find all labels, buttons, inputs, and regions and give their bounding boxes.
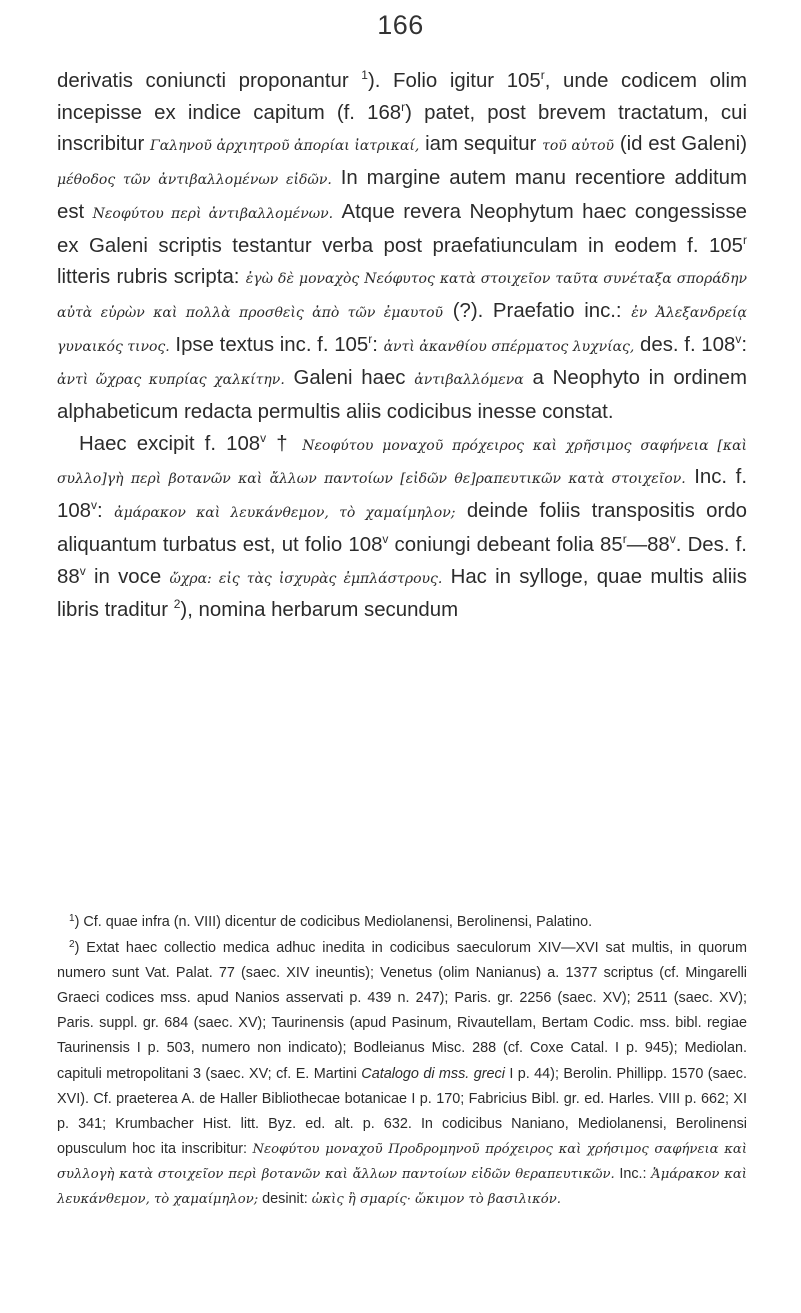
folio-verso: v [79,563,86,578]
footnote-ref-1: 1 [361,68,368,83]
folio-recto: r [368,331,373,346]
folio-recto: r [540,68,545,83]
footnote-mark: 1 [69,913,75,924]
text-run: . Des. f. 88 [57,533,747,588]
text-run: —88 [626,533,670,556]
footnote-text: I p. 44); Berolin. Phillipp. 1570 (saec. XVI). Cf. praeterea A. de Haller Bibliothecae botanicae I p. 170; Fabricius Bibl. gr. ed. Harles. VIII p. 662; XI p. 341; Krumbacher Hist. litt. Byz. ed. alt. p. 632. In codicibus Naniano, Mediolanensi, Berolinensi opusculum hoc ita inscribitur: [57,1065,747,1157]
greek-title: μέθοδος τῶν ἀντιβαλλομένων εἰδῶν. [57,172,332,189]
greek-incipit: Ἀμάρακον καὶ λευκάνθεμον, τὸ χαμαίμηλον; [57,1166,747,1208]
folio-recto: r [743,232,747,247]
greek-phrase: ἀντιβαλλόμενα [414,372,524,389]
greek-incipit: ἀμάρακον καὶ λευκάνθεμον, τὸ χαμαίμηλον; [114,505,456,522]
text-run: coniungi debeant folia 85 [388,533,623,556]
footnote-ref-2: 2 [173,597,181,612]
text-run: (?). Praefatio inc.: [443,299,632,322]
greek-title: Γαληνοῦ ἀρχιητροῦ ἀπορίαι ἰατρικαί, [150,138,420,155]
footnote-2 [57,936,747,1212]
text-run: ). Folio igitur 105 [367,70,541,92]
folio-verso: v [91,498,98,513]
footnote-text: desinit: [258,1191,312,1208]
greek-desinit: ὤχρα: εἰς τὰς ἰσχυρὰς ἐμπλάστρους. [169,570,443,587]
text-run: litteris rubris scripta: [57,266,246,289]
folio-recto: r [622,532,627,547]
text-run: Inc. f. 108 [57,466,747,523]
folio-verso: v [669,532,676,547]
greek-desinit: ὠκὶς ἢ σμαρίς· ὤκιμον τὸ βασιλικόν. [311,1192,561,1208]
greek-incipit: ἀντὶ ἀκανθίου σπέρματος λυχνίας, [383,338,635,355]
main-text [57,66,747,627]
text-run: Hac in sylloge, quae multis aliis libris traditur [57,565,747,622]
text-run: , unde codicem olim incepisse ex indice capitum (f. 168 [57,70,747,124]
text-run: : [372,333,384,356]
greek-quotation: ἐγὼ δὲ μοναχὸς Νεόφυτος κατὰ στοιχεῖον ταῦτα συνέταξα σποράδην αὐτὰ εὑρὼν καὶ πολλὰ προσθεὶς ἀπὸ τῶν ἐμαυτοῦ [57,271,747,321]
text-run: In margine autem manu recentiore additum est [57,167,747,223]
greek-desinit: ἀντὶ ὤχρας κυπρίας χαλκίτην. [57,372,285,389]
text-run: ), nomina herbarum secundum [180,599,459,622]
greek-title: Νεοφύτου μοναχοῦ Προδρομηνοῦ πρόχειρος καὶ χρήσιμος σαφήνεια καὶ συλλογὴ κατὰ στοιχεῖον περὶ βοτανῶν καὶ ἄλλων παντοίων εἰδῶν θεραπευτικῶν. [57,1141,747,1182]
text-run: : [741,333,747,356]
italic-title: Catalogo di mss. greci [361,1065,505,1082]
folio-verso: v [382,532,389,547]
footnotes [57,910,747,1213]
greek-incipit: ἐν Ἀλεξανδρείᾳ γυναικός τινος. [57,304,747,355]
footnote-text: Inc.: [614,1165,652,1182]
text-run: in voce [85,565,170,588]
footnote-mark: 2 [69,939,75,951]
greek-marginal-note: Νεοφύτου περὶ ἀντιβαλλομένων. [92,205,334,222]
text-run: iam sequitur [419,133,543,156]
text-run: : [97,500,115,523]
text-run: des. f. 108 [634,333,736,356]
text-run: Atque revera Neophytum haec congessisse ex Galeni scriptis testantur verba post praefatiunculam in eodem f. 105 [57,200,747,257]
paragraph-2 [57,429,747,627]
text-run: a Neophyto in ordinem alphabeticum redacta permultis aliis codicibus inesse constat. [57,367,747,424]
footnote-1 [57,910,747,935]
text-run: Ipse textus inc. f. 105 [169,333,369,356]
footnote-text: ) Cf. quae infra (n. VIII) dicentur de codicibus Mediolanensi, Berolinensi, Palatino. [74,914,593,930]
folio-verso: v [260,430,267,445]
page-number: 166 [377,10,424,40]
folio-recto: r [401,99,406,114]
text-run: derivatis coniuncti proponantur [57,70,362,92]
text-run: ) patet, post brevem tractatum, cui inscribitur [57,101,748,156]
paragraph-1 [57,66,747,429]
footnote-text: ) Extat haec collectio medica adhuc inedita in codicibus saeculorum XIV—XVI sat multis, in quorum numero sunt Vat. Palat. 77 (saec. XIV ineuntis); Venetus (olim Nanianus) a. 1377 scriptus (cf. Mingarelli Graeci codices mss. apud Nanios asservati p. 439 n. 247); Paris. gr. 2256 (saec. XV); 2511 (saec. XV); Paris. suppl. gr. 684 (saec. XV); Taurinensis (apud Pasinum, Rivautellam, Bertam Codic. mss. bibl. regiae Taurinensis I p. 503, numero non indicato); Bodleianus Misc. 288 (cf. Coxe Catal. I p. 945); Mediolan. capituli metropolitani 3 (saec. XV; cf. E. Martini [57,940,747,1082]
greek-phrase: τοῦ αὐτοῦ [542,138,615,155]
text-run: Galeni haec [284,367,415,390]
text-run: Haec excipit f. 108 [79,432,261,455]
text-run: (id est Galeni) [614,133,747,156]
greek-title: Νεοφύτου μοναχοῦ πρόχειρος καὶ χρῆσιμος σαφήνεια [καὶ συλλο]γὴ περὶ βοτανῶν καὶ ἄλλων παντοίων [εἰδῶν θε]ραπευτικῶν κατὰ στοιχεῖον. [57,437,748,488]
text-run: † [266,432,303,455]
folio-verso: v [735,331,742,346]
text-run: deinde foliis transpositis ordo aliquantum turbatus est, ut folio 108 [57,500,747,556]
